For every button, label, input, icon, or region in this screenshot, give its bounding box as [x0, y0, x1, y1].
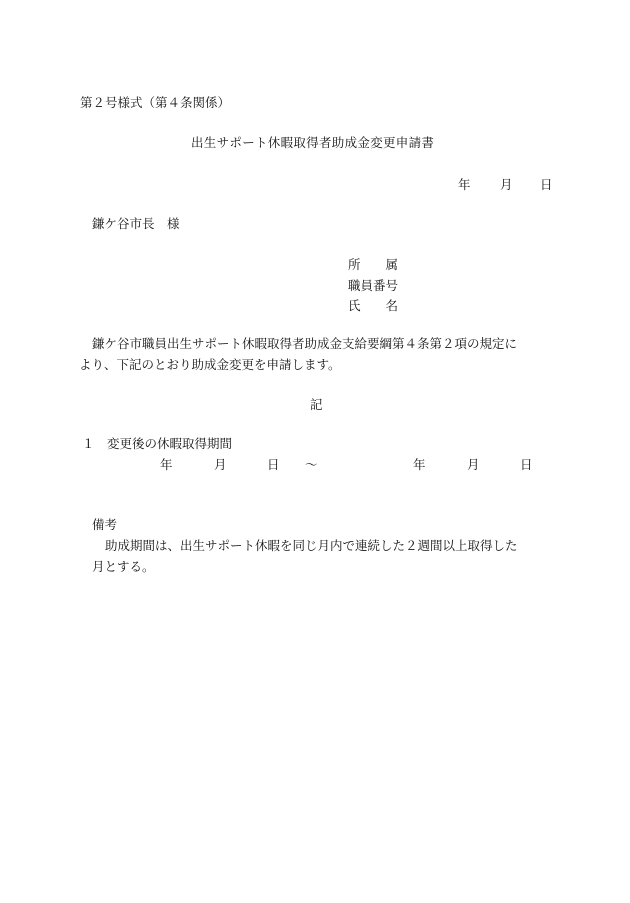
period-from-year-label: 年	[160, 457, 173, 472]
item-1-label: １ 変更後の休暇取得期間	[82, 436, 233, 451]
form-number: 第２号様式（第４条関係）	[80, 95, 231, 110]
staff-number-label: 職員番号	[348, 278, 399, 293]
period-from-day-label: 日	[267, 457, 280, 472]
date-day-label: 日	[540, 177, 553, 192]
body-line-1: 鎌ケ谷市職員出生サポート休暇取得者助成金支給要綱第４条第２項の規定に	[92, 336, 518, 351]
period-to-month-label: 月	[467, 457, 480, 472]
date-month-label: 月	[500, 177, 513, 192]
date-year-label: 年	[458, 177, 471, 192]
remarks-line-1: 助成期間は、出生サポート休暇を同じ月内で連続した２週間以上取得した	[105, 538, 518, 553]
period-to-year-label: 年	[413, 457, 426, 472]
remarks-line-2: 月とする。	[92, 559, 155, 574]
department-label: 所 属	[348, 257, 399, 272]
period-separator: ～	[305, 457, 318, 472]
remarks-heading: 備考	[92, 517, 118, 532]
period-from-month-label: 月	[214, 457, 227, 472]
period-to-day-label: 日	[520, 457, 533, 472]
document-title: 出生サポート休暇取得者助成金変更申請書	[191, 135, 435, 150]
ki-heading: 記	[310, 397, 323, 412]
addressee: 鎌ケ谷市長 様	[92, 216, 180, 231]
body-line-2: より、下記のとおり助成金変更を申請します。	[79, 357, 341, 372]
name-label: 氏 名	[348, 298, 399, 313]
